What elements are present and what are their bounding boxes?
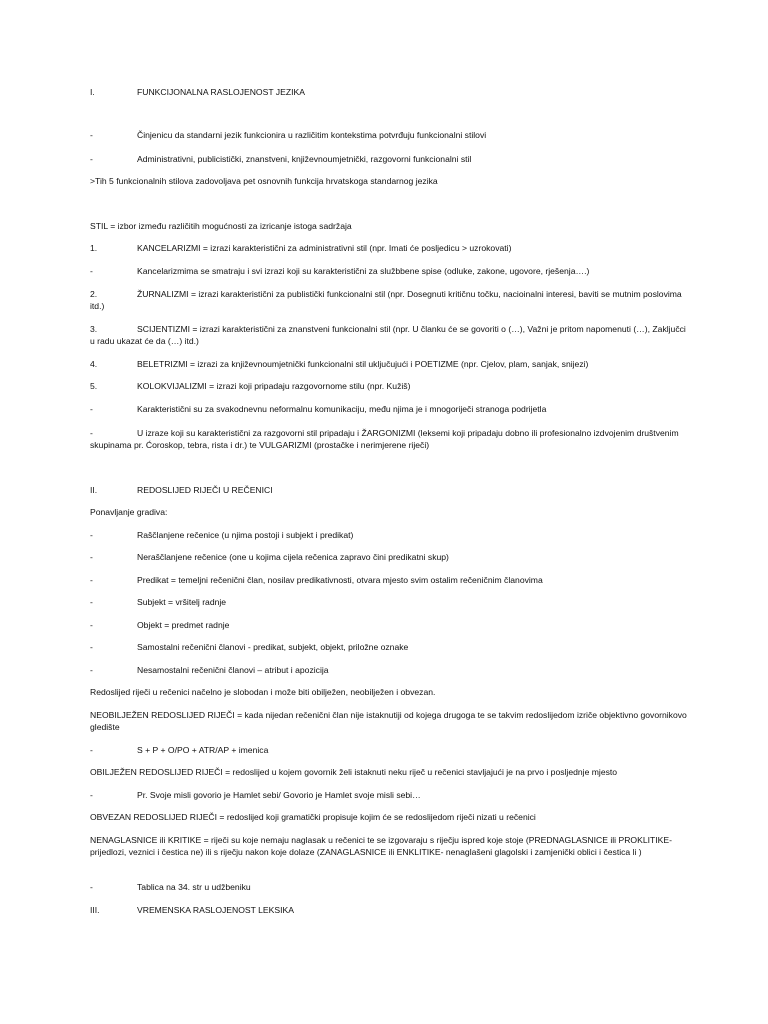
list-marker: - [90,404,93,414]
list-item-text: Raščlanjene rečenice (u njima postoji i subjekt i predikat) [137,530,354,540]
list-marker: - [90,642,93,652]
paragraph-text: >Tih 5 funkcionalnih stilova zadovoljava pet osnovnih funkcija hrvatskoga standarnog jezika [90,176,438,186]
list-marker: II. [90,485,98,495]
list-item-text: Objekt = predmet radnje [137,620,230,630]
list-marker: 5. [90,381,98,391]
list-marker: - [90,620,93,630]
list-marker: - [90,130,93,140]
list-item-text: SCIJENTIZMI = izrazi karakteristični za znanstveni funkcionalni stil (npr. U članku će se govoriti o (…), Važni je pritom napomenuti (…), Zaključci u radu ukazat će da (…) itd.) [90,324,686,346]
list-marker: III. [90,905,100,915]
list-marker: - [90,790,93,800]
list-marker: 2. [90,289,98,299]
section-title: REDOSLIJED RIJEČI U REČENICI [137,485,273,495]
list-marker: 3. [90,324,98,334]
list-marker: - [90,552,93,562]
paragraph-text: OBILJEŽEN REDOSLIJED RIJEČI = redoslijed u kojem govornik želi istaknuti neku riječ u rečenici stavljajući je na prvo i posljednje mjesto [90,767,618,777]
list-item-text: Kancelarizmima se smatraju i svi izrazi koji su karakteristični za službbene spise (odluke, zakone, ugovore, rješenja….) [137,266,590,276]
list-marker: - [90,266,93,276]
list-marker: - [90,745,93,755]
list-marker: 4. [90,359,98,369]
paragraph-text: NEOBILJEŽEN REDOSLIJED RIJEČI = kada nijedan rečenični član nije istaknutiji od kojega drugoga te se takvim redoslijedom izriče objektivno govornikovo gledište [90,710,687,732]
list-item-text: BELETRIZMI = izrazi za književnoumjetnički funkcionalni stil uključujući i POETIZME (npr. Cjelov, plam, sanjak, snijezi) [137,359,589,369]
list-item-text: ŽURNALIZMI = izrazi karakteristični za publistički funkcionalni stil (npr. Dosegnuti kritičnu točku, nacioinalni interesi, baviti se mutnim poslovima itd.) [90,289,682,311]
section-title: VREMENSKA RASLOJENOST LEKSIKA [137,905,294,915]
list-marker: 1. [90,243,98,253]
list-item-text: Tablica na 34. str u udžbeniku [137,882,251,892]
paragraph-text: STIL = izbor između različitih mogućnosti za izricanje istoga sadržaja [90,221,352,231]
list-item-text: KANCELARIZMI = izrazi karakteristični za administrativni stil (npr. Imati će posljedicu > uzrokovati) [137,243,512,253]
list-item-text: Pr. Svoje misli govorio je Hamlet sebi/ Govorio je Hamlet svoje misli sebi… [137,790,421,800]
list-marker: - [90,428,93,438]
list-item-text: Subjekt = vršitelj radnje [137,597,227,607]
list-marker: - [90,882,93,892]
paragraph-text: Redoslijed riječi u rečenici načelno je slobodan i može biti obilježen, neobilježen i obvezan. [90,687,436,697]
paragraph-text: NENAGLASNICE ili KRITIKE = riječi su koje nemaju naglasak u rečenici te se izgovaraju s riječju ispred koje stoje (PREDNAGLASNICE ili PROKLITIKE- prijedlozi, veznici i čestica ne) ili s riječju nakon koje dolaze (ZANAGLASNICE ili ENKLITIKE- nenaglašeni glagolski i zamjenički oblici i čestica li ) [90,835,672,857]
list-item-text: S + P + O/PO + ATR/AP + imenica [137,745,269,755]
list-marker: - [90,597,93,607]
list-item-text: Činjenicu da standarni jezik funkcionira u različitim kontekstima potvrđuju funkcionalni stilovi [137,130,487,140]
list-marker: - [90,154,93,164]
list-marker: - [90,530,93,540]
list-item-text: Neraščlanjene rečenice (one u kojima cijela rečenica zapravo čini predikatni skup) [137,552,449,562]
list-item-text: Karakteristični su za svakodnevnu neformalnu komunikaciju, među njima je i mnogoriječi stranoga podrijetla [137,404,547,414]
list-item-text: Administrativni, publicistički, znanstveni, književnoumjetnički, razgovorni funkcionalni stil [137,154,472,164]
list-marker: I. [90,87,95,97]
list-marker: - [90,665,93,675]
list-marker: - [90,575,93,585]
list-item-text: Predikat = temeljni rečenični član, nosilav predikativnosti, otvara mjesto svim ostalim rečeničnim članovima [137,575,543,585]
paragraph-text: Ponavljanje gradiva: [90,507,168,517]
paragraph-text: OBVEZAN REDOSLIJED RIJEČI = redoslijed koji gramatički propisuje kojim će se redoslijedom riječi nizati u rečenici [90,812,536,822]
list-item-text: U izraze koji su karakteristični za razgovorni stil pripadaju i ŽARGONIZMI (leksemi koji pripadaju dobno ili profesionalno izdvojenim društvenim skupinama pr. Ćoroskop, tebra, rista i dr.) te VULGARIZMI (prostačke i nerimjerene riječi) [90,428,679,450]
list-item-text: Nesamostalni rečenični članovi – atribut i apozicija [137,665,329,675]
list-item-text: Samostalni rečenični članovi - predikat, subjekt, objekt, priložne oznake [137,642,409,652]
list-item-text: KOLOKVIJALIZMI = izrazi koji pripadaju razgovornome stilu (npr. Kužiš) [137,381,411,391]
section-title: FUNKCIJONALNA RASLOJENOST JEZIKA [137,87,305,97]
